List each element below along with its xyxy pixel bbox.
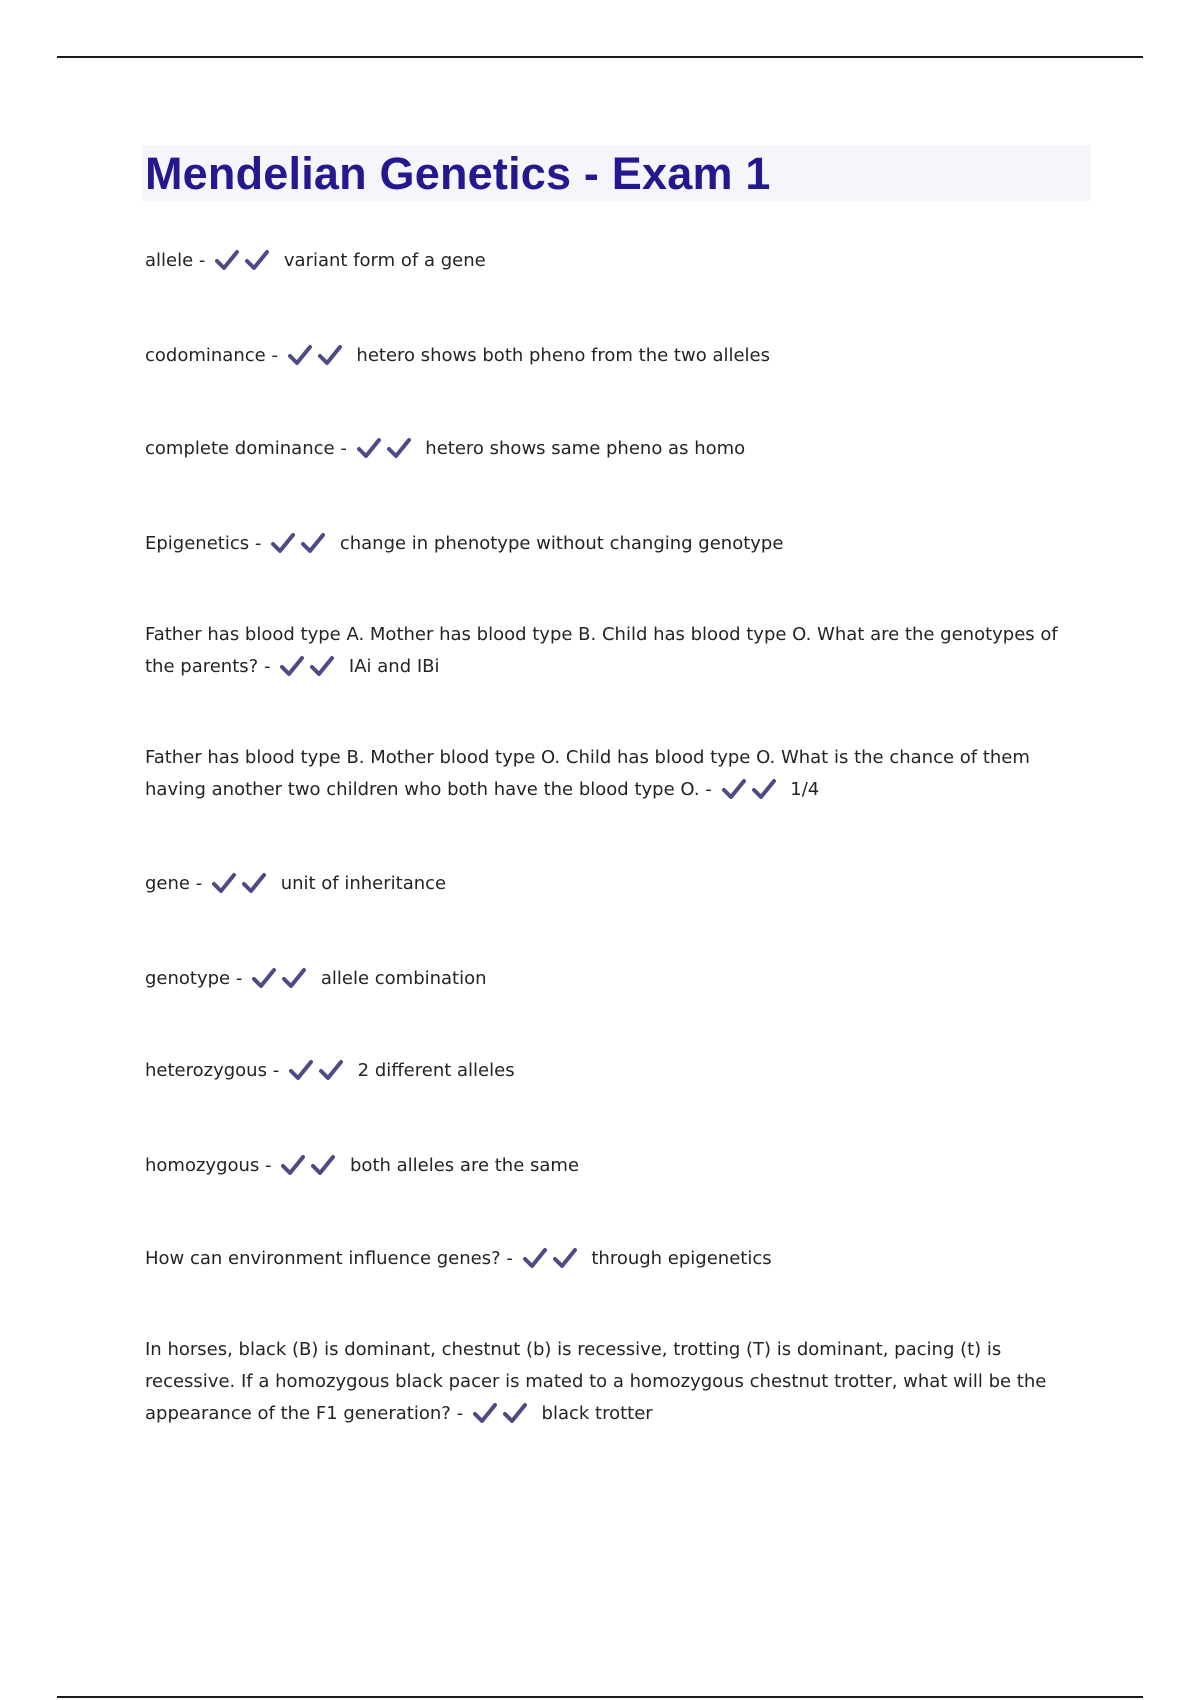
separator: - xyxy=(265,1155,272,1176)
double-check-icon xyxy=(215,249,275,281)
answer-text: hetero shows same pheno as homo xyxy=(425,438,746,459)
answer-text: allele combination xyxy=(320,968,487,989)
check-icon xyxy=(280,655,304,677)
qa-item xyxy=(145,528,1090,564)
question-text: heterozygous xyxy=(145,1060,267,1081)
qa-item xyxy=(145,619,1090,687)
separator: - xyxy=(198,250,206,271)
check-icon xyxy=(387,437,411,459)
answer-text: change in phenotype without changing genotype xyxy=(339,533,784,554)
check-icon xyxy=(523,1247,547,1269)
qa-item xyxy=(145,245,1090,281)
check-icon xyxy=(473,1402,497,1424)
check-icon xyxy=(289,1059,313,1081)
question-text: homozygous xyxy=(145,1155,260,1176)
separator: - xyxy=(272,1060,280,1081)
question-text: complete dominance xyxy=(145,438,335,459)
answer-text: variant form of a gene xyxy=(283,250,486,271)
page-title: Mendelian Genetics - Exam 1 xyxy=(145,147,771,199)
check-icon xyxy=(215,249,239,271)
separator: - xyxy=(254,533,262,554)
check-icon xyxy=(503,1402,527,1424)
check-icon xyxy=(318,344,342,366)
separator: - xyxy=(235,968,243,989)
answer-text: hetero shows both pheno from the two alleles xyxy=(356,345,771,366)
double-check-icon xyxy=(523,1247,583,1279)
check-icon xyxy=(252,967,276,989)
check-icon xyxy=(319,1059,343,1081)
check-icon xyxy=(281,1154,305,1176)
check-icon xyxy=(310,655,334,677)
separator: - xyxy=(195,873,203,894)
answer-text: 1/4 xyxy=(790,779,820,800)
check-icon xyxy=(282,967,306,989)
check-icon xyxy=(288,344,312,366)
double-check-icon xyxy=(288,344,348,376)
qa-item xyxy=(145,340,1090,376)
double-check-icon xyxy=(473,1402,533,1434)
double-check-icon xyxy=(212,872,272,904)
qa-item xyxy=(145,868,1090,904)
footer-rule xyxy=(57,1696,1143,1698)
question-text: Father has blood type B. Mother blood type O. Child has blood type O. What is the chance of them having another two children who both have the blood type O. xyxy=(145,747,1030,800)
header-rule xyxy=(57,56,1143,58)
double-check-icon xyxy=(271,532,331,564)
question-text: allele xyxy=(145,250,194,271)
answer-text: IAi and IBi xyxy=(348,656,440,677)
double-check-icon xyxy=(289,1059,349,1091)
separator: - xyxy=(456,1403,464,1424)
qa-item xyxy=(145,1334,1090,1434)
check-icon xyxy=(553,1247,577,1269)
check-icon xyxy=(212,872,236,894)
check-icon xyxy=(271,532,295,554)
question-text: codominance xyxy=(145,345,266,366)
check-icon xyxy=(245,249,269,271)
check-icon xyxy=(301,532,325,554)
double-check-icon xyxy=(357,437,417,469)
check-icon xyxy=(357,437,381,459)
check-icon xyxy=(242,872,266,894)
check-icon xyxy=(311,1154,335,1176)
answer-text: both alleles are the same xyxy=(350,1155,580,1176)
answer-text: through epigenetics xyxy=(591,1248,772,1269)
check-icon xyxy=(752,778,776,800)
separator: - xyxy=(705,779,712,800)
separator: - xyxy=(340,438,347,459)
separator: - xyxy=(271,345,278,366)
qa-item xyxy=(145,433,1090,469)
double-check-icon xyxy=(722,778,782,810)
question-text: genotype xyxy=(145,968,231,989)
question-text: In horses, black (B) is dominant, chestnut (b) is recessive, trotting (T) is dominant, pacing (t) is recessive. If a homozygous black pacer is mated to a homozygous chestnut trotter, what will be the appearance of the F1 generation? xyxy=(145,1339,1047,1424)
qa-item xyxy=(145,963,1090,999)
qa-item xyxy=(145,1055,1090,1091)
question-text: Father has blood type A. Mother has blood type B. Child has blood type O. What are the genotypes of the parents? xyxy=(145,624,1058,677)
qa-item xyxy=(145,1243,1090,1279)
title-banner xyxy=(142,145,1091,201)
double-check-icon xyxy=(280,655,340,687)
qa-item xyxy=(145,742,1090,810)
answer-text: 2 different alleles xyxy=(357,1060,515,1081)
separator: - xyxy=(263,656,271,677)
question-text: How can environment influence genes? xyxy=(145,1248,501,1269)
separator: - xyxy=(506,1248,513,1269)
check-icon xyxy=(722,778,746,800)
qa-item xyxy=(145,1150,1090,1186)
answer-text: black trotter xyxy=(541,1403,653,1424)
question-text: Epigenetics xyxy=(145,533,250,554)
answer-text: unit of inheritance xyxy=(280,873,447,894)
double-check-icon xyxy=(281,1154,341,1186)
question-text: gene xyxy=(145,873,190,894)
double-check-icon xyxy=(252,967,312,999)
